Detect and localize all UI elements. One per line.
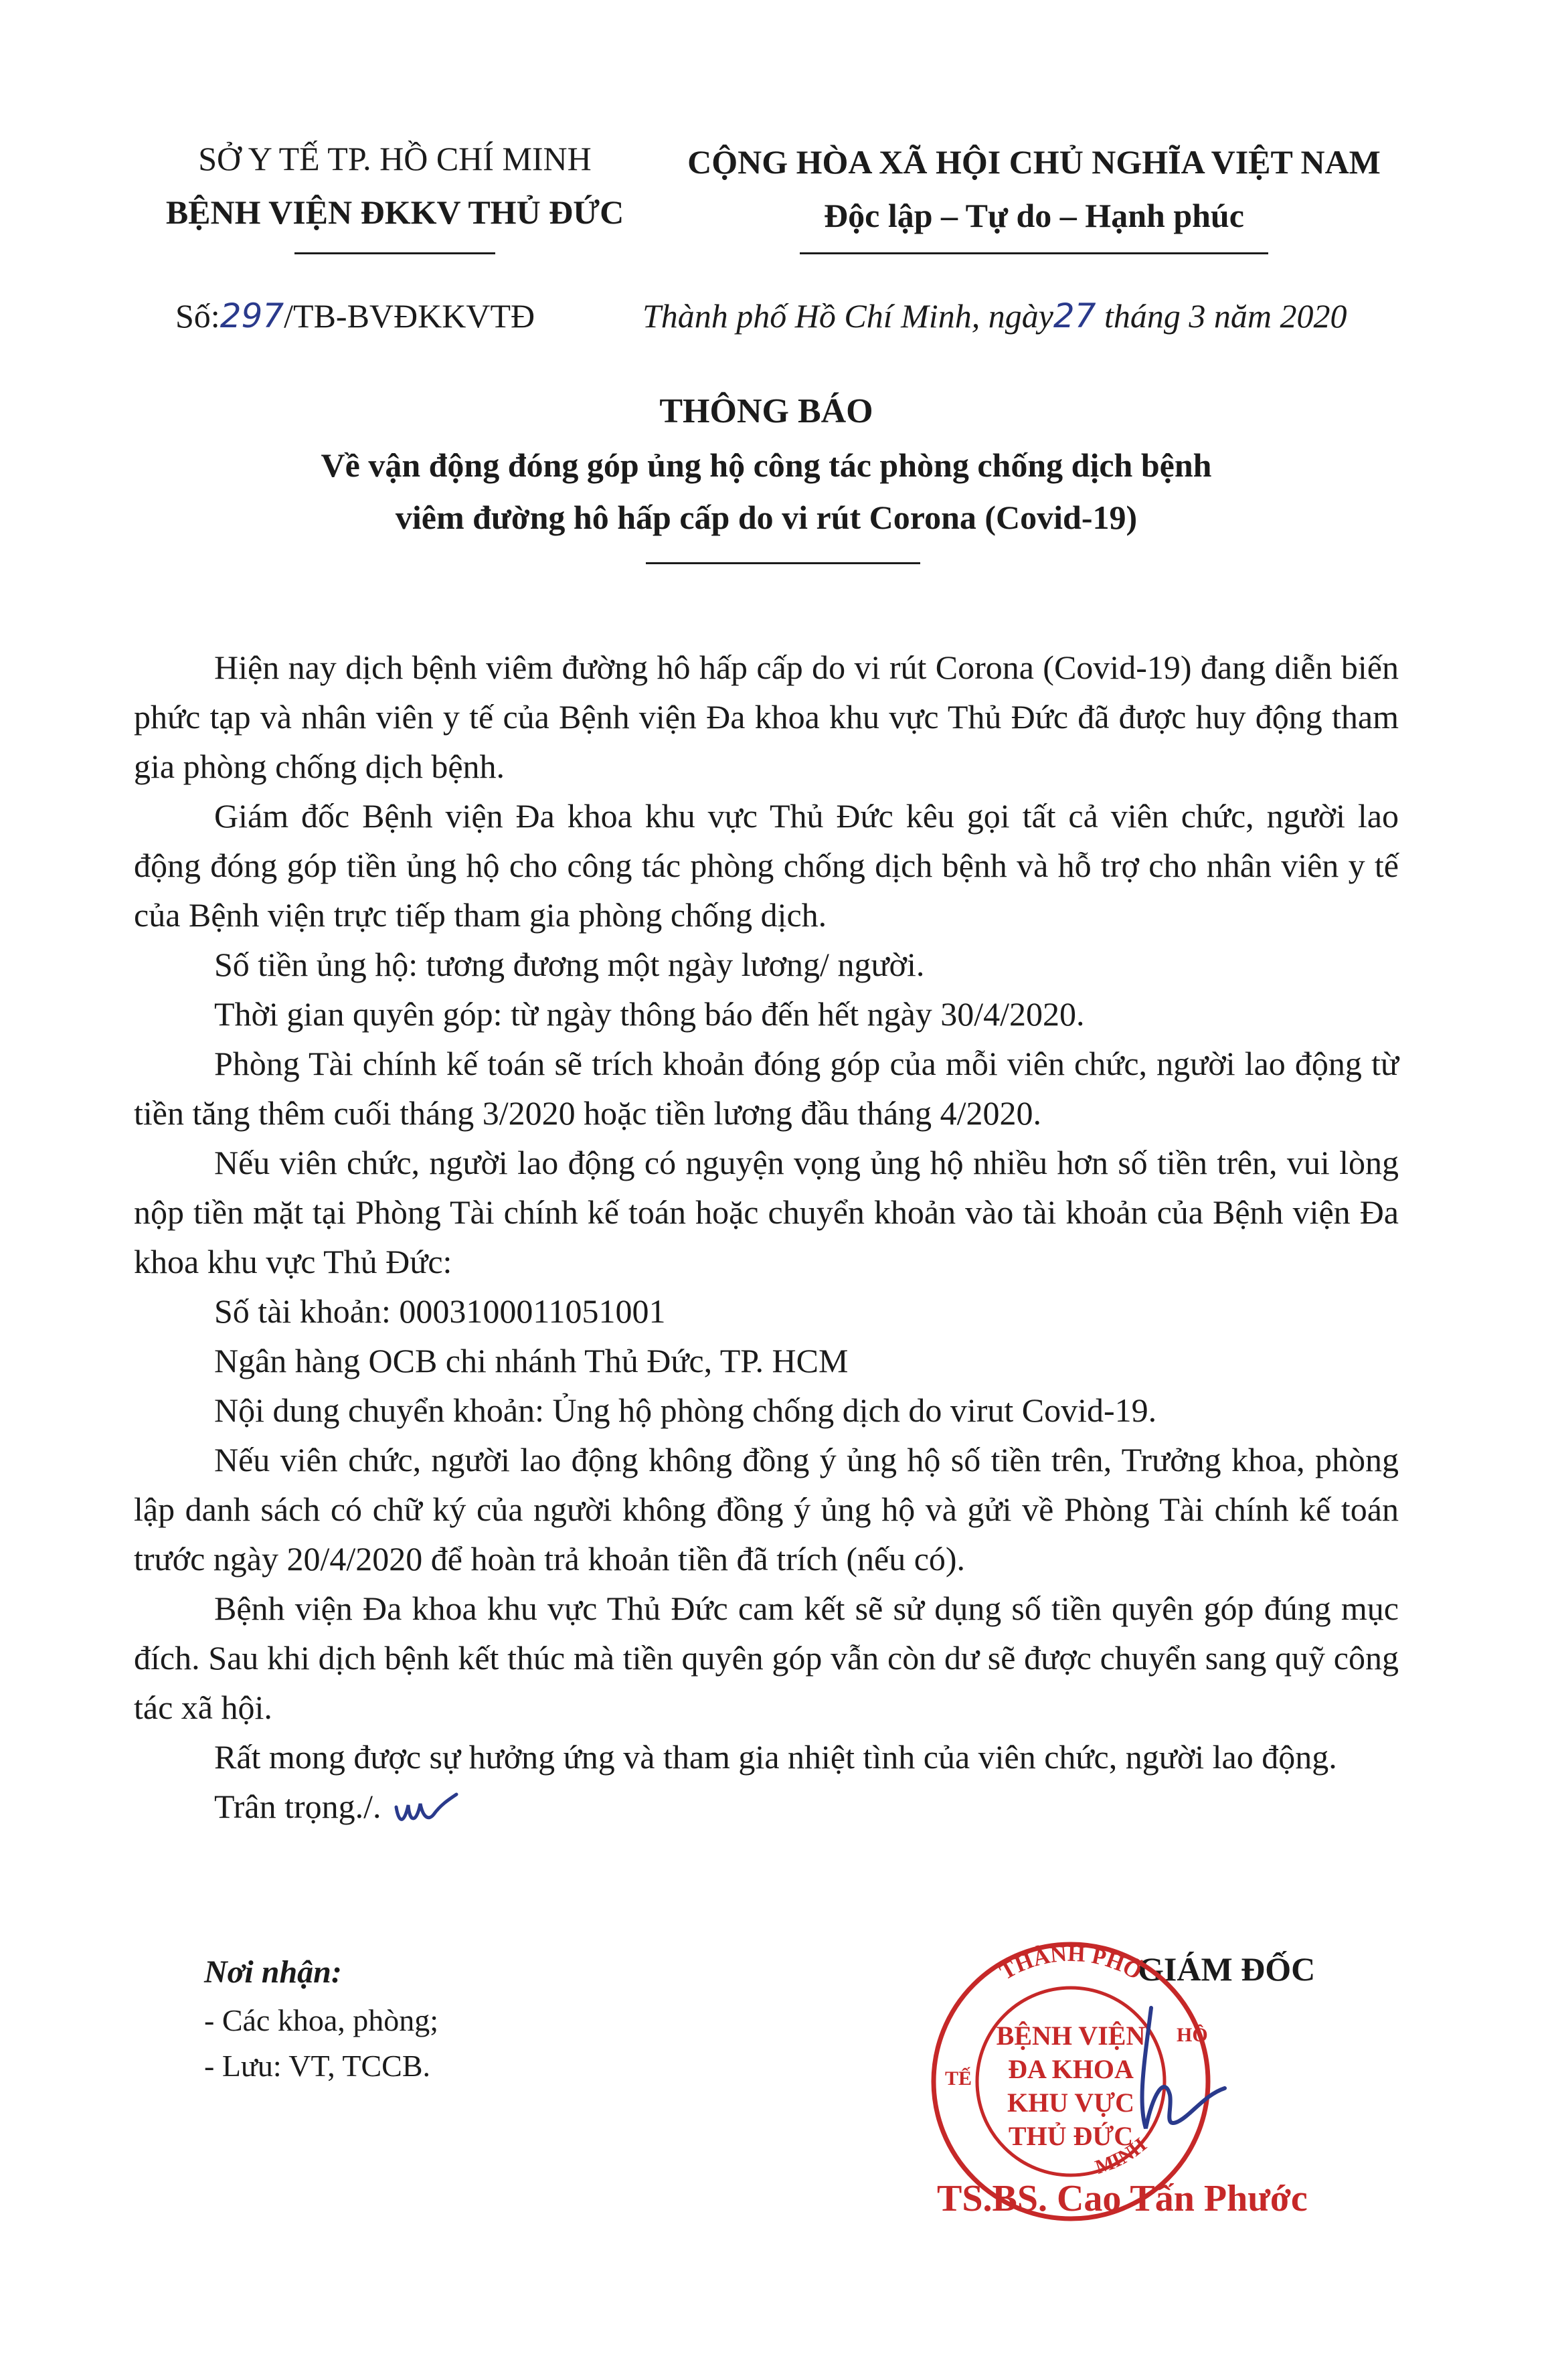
body-paragraph: Số tiền ủng hộ: tương đương một ngày lương/ người. <box>214 946 925 983</box>
left-header-rule <box>294 252 495 254</box>
closing-line: Trân trọng./. <box>134 1782 1399 1831</box>
seal-ring-right: HỒ <box>1177 2024 1208 2046</box>
recipients-title: Nơi nhận: <box>204 1954 342 1990</box>
body-paragraph: Rất mong được sự hưởng ứng và tham gia nhiệt tình của viên chức, người lao động. <box>214 1738 1337 1776</box>
number-handwritten: 297 <box>220 296 284 335</box>
agency-name: SỞ Y TẾ TP. HỒ CHÍ MINH <box>198 140 592 177</box>
body-paragraph: Nếu viên chức, người lao động có nguyện vọng ủng hộ nhiều hơn số tiền trên, vui lòng nộp tiền mặt tại Phòng Tài chính kế toán hoặc chuyển khoản vào tài khoản của Bệnh viện Đa khoa khu vực Thủ Đức: <box>134 1144 1399 1280</box>
national-motto: Độc lập – Tự do – Hạnh phúc <box>824 197 1244 234</box>
recipient-item: - Lưu: VT, TCCB. <box>204 2049 431 2083</box>
title-rule <box>646 562 920 564</box>
seal-ring-left: TẾ <box>945 2067 972 2090</box>
transfer-content: Nội dung chuyển khoản: Ủng hộ phòng chống dịch do virut Covid-19. <box>214 1391 1157 1429</box>
bank-name: Ngân hàng OCB chi nhánh Thủ Đức, TP. HCM <box>214 1342 849 1379</box>
hospital-name: BỆNH VIỆN ĐKKV THỦ ĐỨC <box>165 193 624 231</box>
date-suffix: tháng 3 năm 2020 <box>1096 297 1347 335</box>
notice-subtitle-line1: Về vận động đóng góp ủng hộ công tác phòng chống dịch bệnh <box>321 446 1212 484</box>
republic-title: CỘNG HÒA XÃ HỘI CHỦ NGHĨA VIỆT NAM <box>687 143 1381 181</box>
account-number: Số tài khoản: 0003100011051001 <box>214 1292 666 1330</box>
notice-body <box>134 643 1399 1831</box>
signer-role: GIÁM ĐỐC <box>1138 1950 1316 1988</box>
recipients-block <box>204 1951 438 2088</box>
recipient-item: - Các khoa, phòng; <box>204 2003 439 2037</box>
number-prefix: Số: <box>175 297 220 335</box>
document-date <box>642 294 1347 337</box>
number-suffix: /TB-BVĐKKVTĐ <box>284 297 535 335</box>
body-paragraph: Hiện nay dịch bệnh viêm đường hô hấp cấp do vi rút Corona (Covid-19) đang diễn biến phức tạp và nhân viên y tế của Bệnh viện Đa khoa khu vực Thủ Đức đã được huy động tham gia phòng chống dịch bệnh. <box>134 649 1399 785</box>
date-prefix: Thành phố Hồ Chí Minh, ngày <box>642 297 1053 335</box>
seal-ring-bottom: MINH <box>1092 2133 1151 2179</box>
right-header-rule <box>800 252 1268 254</box>
seal-line-4: THỦ ĐỨC <box>1008 2121 1134 2151</box>
seal-line-1: BỆNH VIỆN <box>996 2021 1146 2051</box>
seal-line-2: ĐA KHOA <box>1008 2054 1134 2084</box>
seal-line-3: KHU VỰC <box>1007 2088 1134 2118</box>
document-number <box>175 294 535 337</box>
body-paragraph: Giám đốc Bệnh viện Đa khoa khu vực Thủ Đức kêu gọi tất cả viên chức, người lao động đóng góp tiền ủng hộ cho công tác phòng chống dịch bệnh và hỗ trợ cho nhân viên y tế của Bệnh viện trực tiếp tham gia phòng chống dịch. <box>134 797 1399 934</box>
body-paragraph: Bệnh viện Đa khoa khu vực Thủ Đức cam kết sẽ sử dụng số tiền quyên góp đúng mục đích. Sau khi dịch bệnh kết thúc mà tiền quyên góp vẫn còn dư sẽ được chuyển sang quỹ công tác xã hội. <box>134 1590 1399 1726</box>
notice-subtitle-line2: viêm đường hô hấp cấp do vi rút Corona (Covid-19) <box>395 499 1138 536</box>
notice-title: THÔNG BÁO <box>659 392 873 430</box>
seal-ring-top: THÀNH PHỐ <box>995 1941 1146 1985</box>
body-paragraph: Nếu viên chức, người lao động không đồng ý ủng hộ số tiền trên, Trưởng khoa, phòng lập danh sách có chữ ký của người không đồng ý ủng hộ và gửi về Phòng Tài chính kế toán trước ngày 20/4/2020 để hoàn trả khoản tiền đã trích (nếu có). <box>134 1441 1399 1578</box>
date-day-handwritten: 27 <box>1053 296 1096 335</box>
body-paragraph: Phòng Tài chính kế toán sẽ trích khoản đóng góp của mỗi viên chức, người lao động từ tiền tăng thêm cuối tháng 3/2020 hoặc tiền lương đầu tháng 4/2020. <box>134 1045 1399 1132</box>
signer-name: TS.BS. Cao Tấn Phước <box>937 2178 1308 2219</box>
body-paragraph: Thời gian quyên góp: từ ngày thông báo đến hết ngày 30/4/2020. <box>214 995 1085 1033</box>
initials-signature <box>390 1790 463 1831</box>
